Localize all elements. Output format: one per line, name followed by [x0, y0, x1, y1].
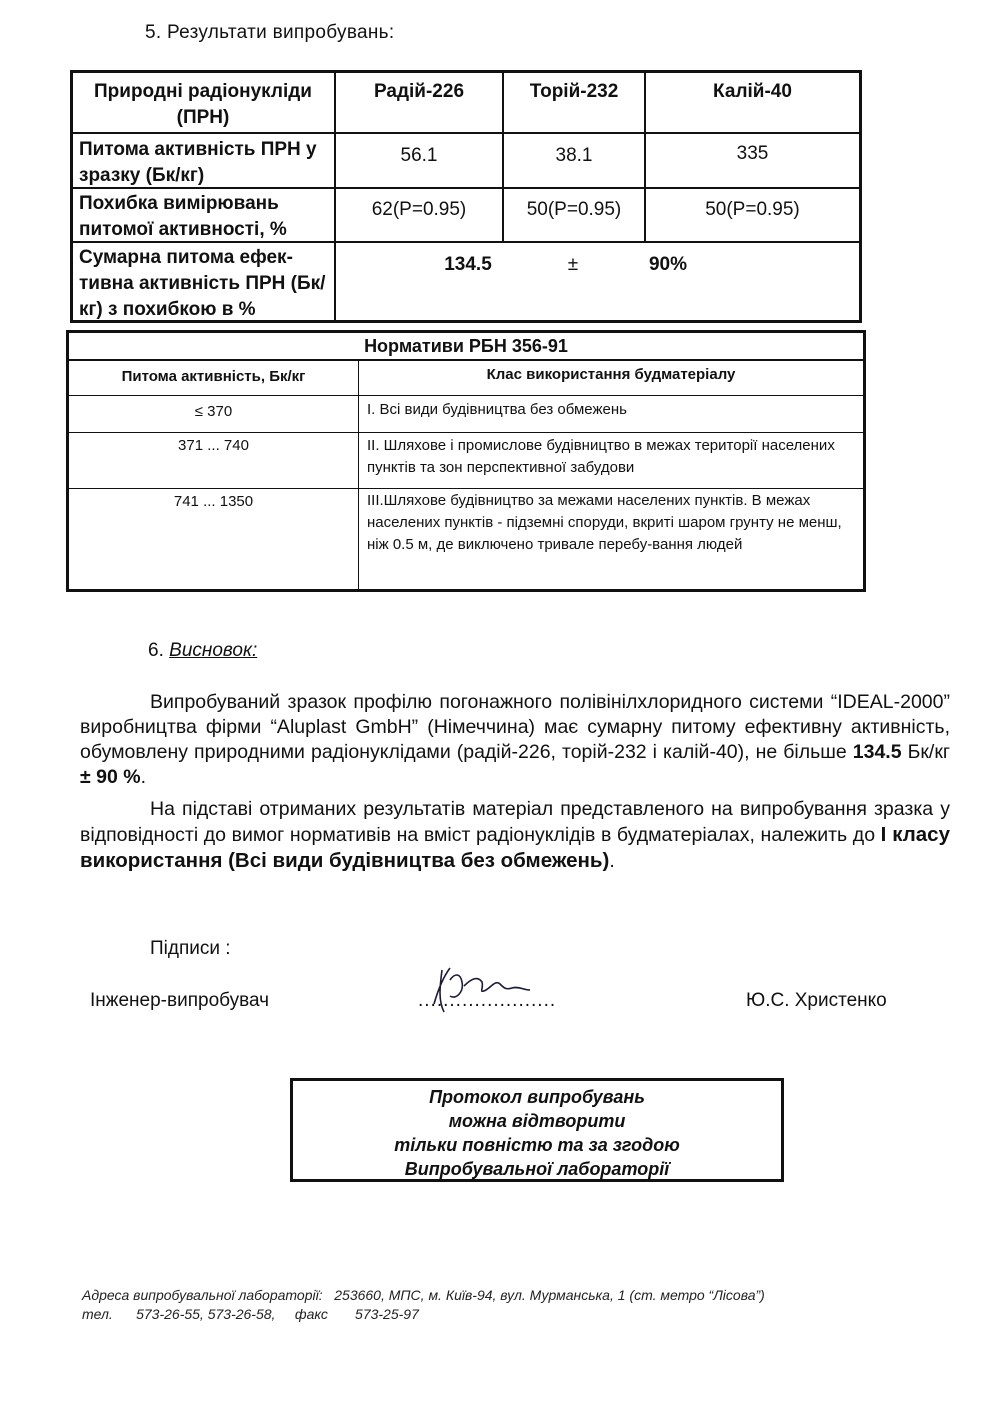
results-col-divider-1 [334, 73, 336, 320]
norms-row-divider-1 [69, 432, 863, 433]
conclusion-error: ± 90 % [80, 766, 141, 788]
total-label: Сумарна питома ефек-тивна активність ПРН (Бк/кг) з похибкою в % [79, 247, 326, 320]
header-potassium: Калій-40 [713, 81, 792, 102]
header-nuclides: Природні радіонукліди (ПРН) [94, 81, 312, 128]
conclusion-paragraph-1 [80, 690, 950, 790]
conclusion-paragraph-2 [80, 797, 950, 874]
activity-thorium: 38.1 [555, 145, 593, 166]
norms-table [66, 330, 866, 592]
norms-title: Нормативи РБН 356-91 [364, 336, 568, 356]
signatures-label: Підписи : [150, 938, 231, 959]
total-value: 134.5 [444, 254, 492, 275]
activity-label: Питома активність ПРН у зразку (Бк/кг) [79, 139, 317, 186]
activity-radium: 56.1 [400, 145, 438, 166]
notice-line-2: можна відтворити [448, 1111, 626, 1131]
norms-range-2: 371 ... 740 [178, 437, 249, 454]
norms-row-divider-2 [69, 488, 863, 489]
norms-col2-header: Клас використання будматеріалу [486, 366, 736, 383]
norms-range-1: ≤ 370 [194, 403, 233, 420]
notice-line-3: тільки повністю та за згодою [394, 1135, 680, 1155]
handwritten-signature [420, 960, 540, 1020]
conclusion-total-value: 134.5 [852, 741, 902, 763]
protocol-notice-box [290, 1078, 784, 1182]
section-6-heading: Висновок: [169, 640, 258, 661]
norms-class-3: ІІІ.Шляхове будівництво за межами населених пунктів. В межах населених пунктів - підземні споруди, вкриті шаром грунту не менш, ніж 0.5 м, де виключено тривале перебу-вання людей [367, 492, 842, 553]
conclusion-p2-end: . [609, 850, 615, 872]
conclusion-p2-text: На підставі отриманих результатів матеріал представленого на випробування зразка у відповідності до вимог нормативів на вміст радіонуклідів в будматеріалах, належить до [80, 798, 950, 846]
notice-line-4: Випробувальної лабораторії [404, 1159, 670, 1179]
section-6-title [148, 640, 257, 662]
results-table [70, 70, 862, 323]
conclusion-class: І класу використання (Всі види будівництва без обмежень) [80, 823, 950, 872]
section-5-title: 5. Результати випробувань: [145, 22, 395, 43]
footer-address: Адреса випробувальної лабораторії: 253660, МПС, м. Київ-94, вул. Мурманська, 1 (ст. метро “Лісова”) [82, 1287, 765, 1303]
results-row-divider-1 [73, 132, 859, 134]
norms-class-2: ІІ. Шляхове і промислове будівництво в межах території населених пунктів та зон перспективної забудови [367, 437, 835, 476]
error-potassium: 50(P=0.95) [705, 199, 800, 220]
activity-potassium: 335 [736, 143, 769, 164]
norms-col-divider [358, 361, 359, 589]
conclusion-p1-text: Випробуваний зразок профілю погонажного полівінілхлоридного системи “IDEAL-2000” виробництва фірми “Aluplast GmbH” (Німеччина) має сумарну питому ефективну активність, обумовлену природними радіонуклідами (радій-226, торій-232 і калій-40), не більше [80, 691, 950, 763]
header-thorium: Торій-232 [529, 81, 619, 102]
engineer-role: Інженер-випробувач [90, 990, 270, 1011]
norms-col1-header: Питома активність, Бк/кг [121, 368, 306, 385]
norms-header-divider [69, 395, 863, 396]
norms-range-3: 741 ... 1350 [173, 493, 254, 510]
footer-phones: тел. 573-26-55, 573-26-58, факс 573-25-97 [82, 1306, 419, 1322]
section-6-number: 6. [148, 640, 164, 661]
norms-title-divider [69, 359, 863, 361]
error-radium: 62(P=0.95) [371, 199, 467, 220]
total-error: 90% [648, 254, 688, 275]
error-label: Похибка вимірювань питомої активності, % [79, 193, 287, 240]
norms-class-1: І. Всі види будівництва без обмежень [367, 401, 627, 418]
error-thorium: 50(P=0.95) [526, 199, 622, 220]
total-plus-minus: ± [567, 254, 579, 275]
conclusion-p1-end: . [140, 766, 146, 788]
engineer-name: Ю.С. Христенко [746, 990, 887, 1011]
notice-line-1: Протокол випробувань [429, 1087, 645, 1107]
signature-line: ...................... [418, 990, 557, 1011]
header-radium: Радій-226 [373, 81, 465, 102]
conclusion-unit: Бк/кг [901, 741, 950, 763]
